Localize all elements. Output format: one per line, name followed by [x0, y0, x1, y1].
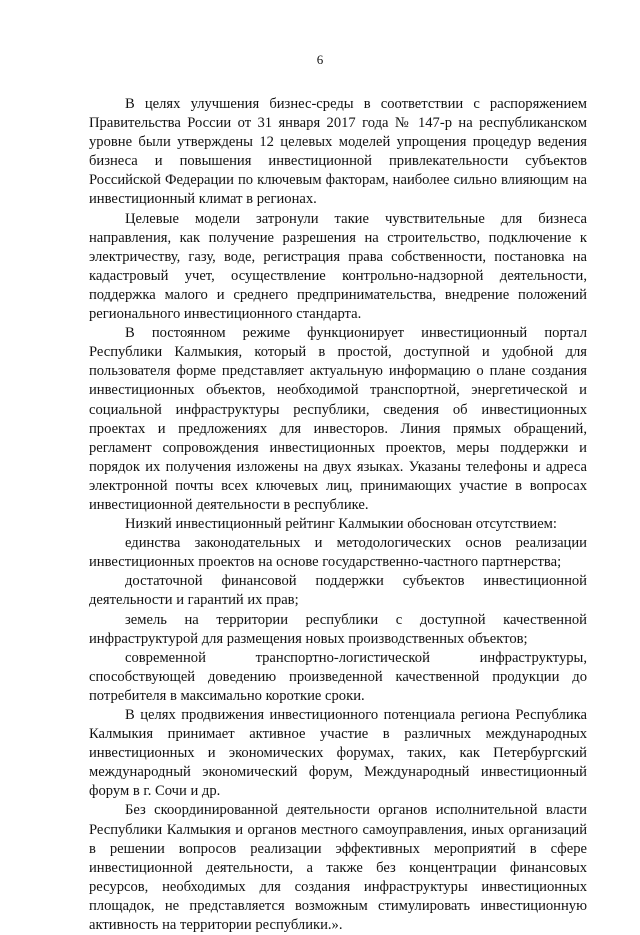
page-number: 6 — [316, 52, 324, 67]
paragraph-target-models: Целевые модели затронули такие чувствительные для бизнеса направления, как получение разрешения на строительство, подключение к электричеству, газу, воде, регистрация права собственности, постановка на кадастровый учет, осуществление контрольно-надзорной деятельности, поддержка малого и среднего предпринимательства, внедрение положений регионального инвестиционного стандарта. — [89, 210, 587, 323]
paragraph-low-rating-intro: Низкий инвестиционный рейтинг Калмыкии обоснован отсутствием: — [125, 516, 557, 533]
paragraph-forums: В целях продвижения инвестиционного потенциала региона Республика Калмыкия принимает активное участие в различных международных инвестиционных и экономических форумах, таких, как Петербургский международный экономический форум, Международный инвестиционный форум в г. Сочи и др. — [89, 707, 587, 800]
paragraph-coordination: Без скоординированной деятельности органов исполнительной власти Республики Калмыкия и органов местного самоуправления, иных организаций в решении вопросов реализации эффективных мероприятий в сфере инвестиционной деятельности, а также без концентрации финансовых ресурсов, необходимых для создания инфраструктуры инвестиционных площадок, не представляется возможным стимулировать инвестиционную активность на территории республики.». — [89, 802, 587, 934]
document-body — [89, 95, 587, 935]
paragraph-reason-land: земель на территории республики с доступной качественной инфраструктурой для размещения новых производственных объектов; — [89, 611, 587, 647]
paragraph-reason-logistics: современной транспортно-логистической инфраструктуры, способствующей доведению произведенной качественной продукции до потребителя в максимально короткие сроки. — [89, 649, 587, 704]
paragraph-business-environment: В целях улучшения бизнес-среды в соответствии с распоряжением Правительства России от 31 января 2017 года № 147-р на республиканском уровне были утверждены 12 целевых моделей упрощения процедур ведения бизнеса и повышения инвестиционной привлекательности субъектов Российской Федерации по ключевым факторам, наиболее сильно влияющим на инвестиционный климат в регионах. — [89, 96, 587, 208]
paragraph-investment-portal: В постоянном режиме функционирует инвестиционный портал Республики Калмыкия, который в простой, доступной и удобной для пользователя форме представляет актуальную информацию о плане создания инвестиционных объектов, необходимой транспортной, энергетической и социальной инфраструктуры республики, сведения об инвестиционных проектах и предложениях для инвесторов. Линия прямых обращений, регламент сопровождения инвестиционных проектов, меры поддержки и порядок их получения изложены на двух языках. Указаны телефоны и адреса электронной почты всех ключевых лиц, принимающих участие в вопросах инвестиционной деятельности в республике. — [89, 325, 587, 513]
paragraph-reason-legislation: единства законодательных и методологических основ реализации инвестиционных проектов на основе государственно-частного партнерства; — [89, 535, 587, 571]
paragraph-reason-financial-support: достаточной финансовой поддержки субъектов инвестиционной деятельности и гарантий их прав; — [89, 573, 587, 609]
